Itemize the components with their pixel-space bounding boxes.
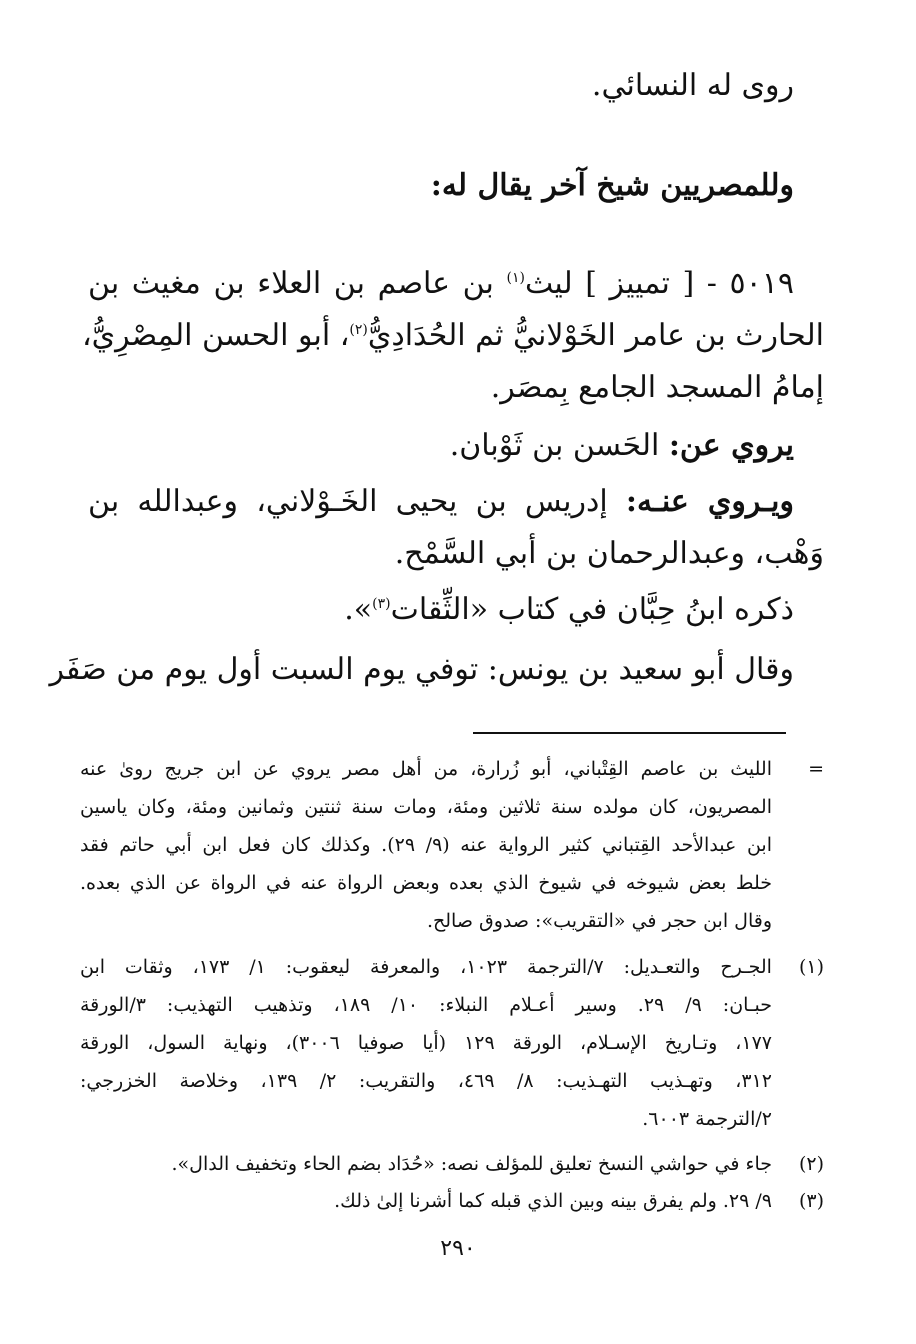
narrated-by-text: إدريس بن يحيى الخَـوْلاني، وعبدالله بن — [88, 484, 626, 519]
entry-lineage: بن عاصم بن العلاء بن مغيث بن — [88, 266, 507, 301]
continuation-mark: = — [808, 758, 824, 780]
narrated-by-label: ويـروي عنـه: — [625, 484, 794, 519]
footnote-ref-3: (٣) — [372, 596, 391, 612]
top-line: روى له النسائي. — [591, 68, 794, 103]
entry-kunya: ، أبو الحسن المِصْرِيُّ، — [81, 318, 350, 353]
footnote-line: ١٧٧، وتـاريخ الإسـلام، الورقة ١٢٩ (أيا صوفيا ٣٠٠٦)، ونهاية السول، الورقة — [80, 1032, 772, 1054]
footnote-line: المصريون، كان مولده سنة ثلاثين ومئة، ومات سنة ثنتين وثمانين ومئة، وكان ياسين — [80, 796, 772, 818]
footnote-line: الجـرح والتعـديل: ٧/الترجمة ١٠٢٣، والمعرفة ليعقوب: ١/ ١٧٣، وثقات ابن — [80, 956, 772, 978]
thiqat-line — [88, 592, 794, 627]
section-heading: وللمصريين شيخ آخر يقال له: — [430, 168, 794, 203]
footnote-2-number: (٢) — [798, 1153, 824, 1175]
footnote-line: ابن عبدالأحد القِتباني كثير الرواية عنه (٩/ ٢٩). وكذلك كان فعل ابن أبي حاتم فقد — [80, 834, 773, 856]
footnote-ref-1: (١) — [506, 270, 525, 286]
footnote-line: الليث بن عاصم القِتْباني، أبو زُرارة، من أهل مصر يروي عن ابن جريج روىٰ عنه — [80, 758, 772, 780]
footnote-1 — [80, 956, 824, 1156]
death-line: وقال أبو سعيد بن يونس: توفي يوم السبت أول يوم من صَفَر — [49, 652, 794, 687]
narrates-from-text: الحَسن بن ثَوْبان. — [449, 428, 669, 463]
footnote-ref-2: (٢) — [349, 322, 368, 338]
entry-line-1 — [88, 266, 794, 301]
narrates-from-label: يروي عن: — [668, 428, 794, 463]
thiqat-close: ». — [344, 592, 373, 627]
footnote-line: حبـان: ٩/ ٢٩. وسير أعـلام النبلاء: ١٠/ ١٨٩، وتذهيب التهذيب: ٣/الورقة — [80, 994, 772, 1016]
entry-number-and-name: ٥٠١٩ - [ تمييز ] ليث — [524, 266, 794, 301]
entry-nisba: الحارث بن عامر الخَوْلانيُّ ثم الحُدَادِيُّ — [367, 318, 824, 353]
footnote-continuation — [80, 758, 824, 958]
narrated-by-line-2: وَهْب، وعبدالرحمان بن أبي السَّمْح. — [394, 536, 824, 571]
footnote-2 — [80, 1153, 824, 1187]
narrates-from — [88, 428, 794, 463]
page-number: ٢٩٠ — [440, 1236, 476, 1261]
entry-line-3: إمامُ المسجد الجامع بِمصَر. — [490, 370, 824, 405]
footnote-line: وقال ابن حجر في «التقريب»: صدوق صالح. — [426, 910, 772, 932]
footnote-line: خلط بعض شيوخه في شيوخ الذي بعده وبعض الرواة عنه في الرواة عن الذي بعده. — [80, 872, 772, 894]
footnote-separator — [473, 732, 786, 734]
thiqat-text: ذكره ابنُ حِبَّان في كتاب «الثِّقات — [390, 592, 794, 627]
footnote-line: ٩/ ٢٩. ولم يفرق بينه وبين الذي قبله كما أشرنا إلىٰ ذلك. — [334, 1190, 772, 1212]
entry-line-2 — [81, 318, 824, 353]
footnote-1-number: (١) — [798, 956, 824, 978]
footnote-3-number: (٣) — [798, 1190, 824, 1212]
footnote-line: ٢/الترجمة ٦٠٠٣. — [642, 1108, 772, 1130]
footnote-line: جاء في حواشي النسخ تعليق للمؤلف نصه: «حُدَاد بضم الحاء وتخفيف الدال». — [171, 1153, 772, 1175]
footnote-3 — [80, 1190, 824, 1224]
narrated-by-line-1 — [88, 484, 794, 519]
footnote-line: ٣١٢، وتهـذيب التهـذيب: ٨/ ٤٦٩، والتقريب: ٢/ ١٣٩، وخلاصة الخزرجي: — [80, 1070, 772, 1092]
